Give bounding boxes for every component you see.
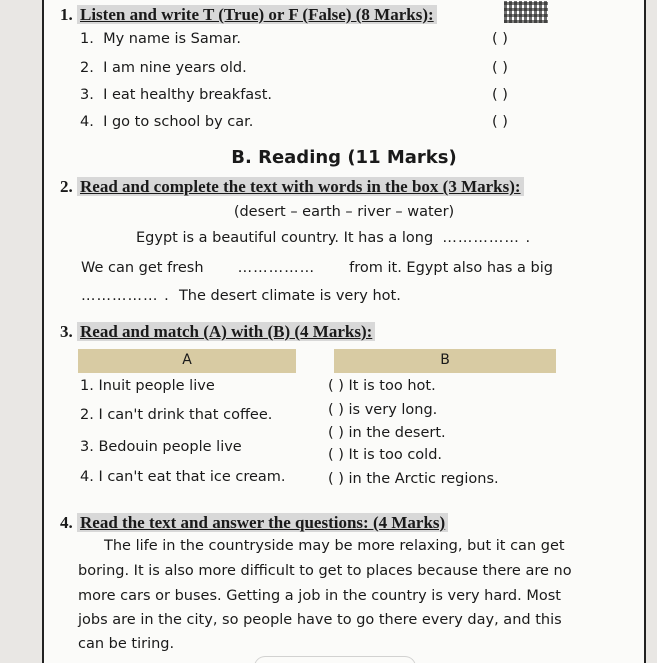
s1-answer-2[interactable]: ( ): [492, 60, 508, 76]
section2-number: 2.: [60, 177, 73, 196]
s2-blank-1[interactable]: …………… .: [442, 230, 532, 246]
s2-line-3: …………… . The desert climate is very hot.: [81, 288, 401, 304]
part-b-title: B. Reading (11 Marks): [231, 147, 457, 168]
match-a-1: 1. Inuit people live: [80, 378, 215, 394]
column-b-header: B: [334, 349, 556, 373]
section3-title: Read and match (A) with (B) (4 Marks):: [77, 322, 375, 341]
match-a-3: 3. Bedouin people live: [80, 439, 242, 455]
s1-item-2: 2. I am nine years old.: [80, 60, 247, 76]
s2-line-1: Egypt is a beautiful country. It has a long …………… .: [136, 230, 532, 246]
section3-heading: [60, 322, 375, 342]
match-b-4[interactable]: ( ) It is too cold.: [328, 447, 443, 463]
s2-line-2: We can get fresh …………… from it. Egypt also has a big: [81, 260, 553, 276]
s1-answer-1[interactable]: ( ): [492, 31, 508, 47]
section3-number: 3.: [60, 322, 73, 341]
section4-title: Read the text and answer the questions: (4 Marks): [77, 513, 448, 532]
match-a-2: 2. I can't drink that coffee.: [80, 407, 273, 423]
passage-line-4: jobs are in the city, so people have to go there every day, and this: [78, 612, 562, 628]
match-b-5[interactable]: ( ) in the Arctic regions.: [328, 471, 499, 487]
qr-code-icon: [504, 1, 548, 23]
word-box: (desert – earth – river – water): [233, 204, 455, 220]
match-b-2[interactable]: ( ) is very long.: [328, 402, 438, 418]
worksheet-page: [42, 0, 646, 663]
section4-number: 4.: [60, 513, 73, 532]
passage-line-2: boring. It is also more difficult to get to places because there are no: [78, 563, 572, 579]
s1-answer-4[interactable]: ( ): [492, 114, 508, 130]
passage-line-3: more cars or buses. Getting a job in the country is very hard. Most: [78, 588, 561, 604]
column-a-header: A: [78, 349, 296, 373]
section4-heading: [60, 513, 448, 533]
section2-title: Read and complete the text with words in the box (3 Marks):: [77, 177, 524, 196]
s1-answer-3[interactable]: ( ): [492, 87, 508, 103]
s1-item-4: 4. I go to school by car.: [80, 114, 254, 130]
match-b-3[interactable]: ( ) in the desert.: [328, 425, 446, 441]
section2-heading: [60, 177, 524, 197]
s2-blank-2[interactable]: ……………: [237, 260, 316, 276]
s1-item-1: 1. My name is Samar.: [80, 31, 242, 47]
page-footer-mark: [254, 656, 416, 663]
match-b-1[interactable]: ( ) It is too hot.: [328, 378, 436, 394]
match-a-4: 4. I can't eat that ice cream.: [80, 469, 286, 485]
s2-blank-3[interactable]: …………… .: [81, 288, 170, 304]
passage-line-1: The life in the countryside may be more relaxing, but it can get: [104, 538, 565, 554]
passage-line-5: can be tiring.: [78, 636, 175, 652]
section1-title: Listen and write T (True) or F (False) (8 Marks):: [77, 5, 437, 24]
s1-item-3: 3. I eat healthy breakfast.: [80, 87, 273, 103]
section1-heading: [60, 5, 437, 25]
section1-number: 1.: [60, 5, 73, 24]
